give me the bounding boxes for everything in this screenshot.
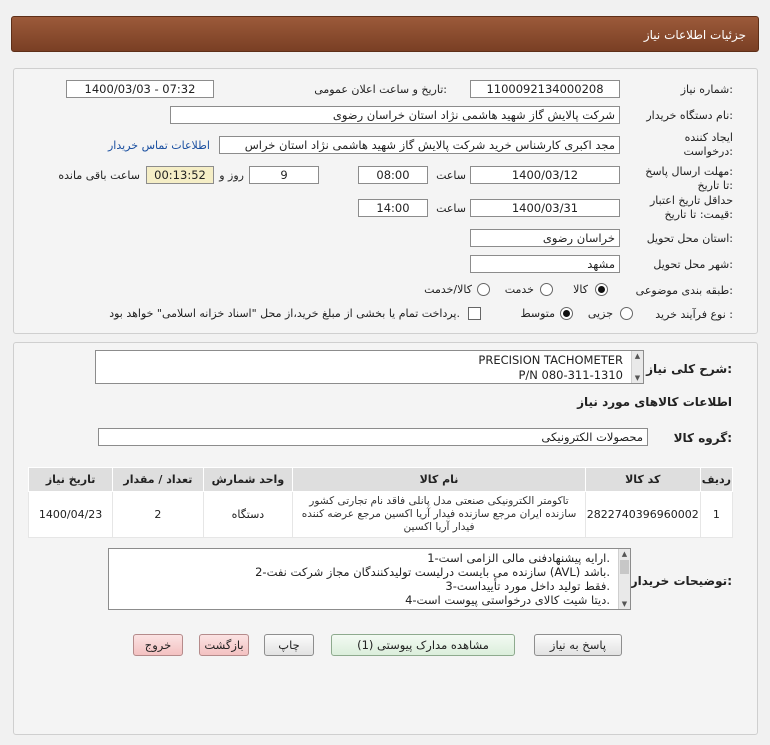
category-label: طبقه بندی موضوعی: xyxy=(635,284,733,297)
items-table xyxy=(28,467,733,538)
category-goods-service-label: کالا/خدمت xyxy=(424,283,472,296)
buyer-org-label: نام دستگاه خریدار: xyxy=(646,109,733,122)
scroll-thumb[interactable] xyxy=(620,560,629,574)
scroll-up-icon[interactable]: ▲ xyxy=(621,550,628,558)
deadline-label-2: تا تاریخ: xyxy=(697,179,733,192)
col-unit: واحد شمارش xyxy=(203,468,293,492)
cell-code: 2822740396960002 xyxy=(585,492,700,538)
reply-button[interactable]: پاسخ به نیاز xyxy=(534,634,622,656)
announce-field[interactable]: 1400/03/03 - 07:32 xyxy=(66,80,214,98)
treasury-payment-text: پرداخت تمام یا بخشی از مبلغ خرید،از محل "اسناد خزانه اسلامی" خواهد بود. xyxy=(109,307,460,320)
process-label: نوع فرآیند خرید : xyxy=(655,308,733,321)
remaining-label: ساعت باقی مانده xyxy=(58,169,140,182)
scroll-up-icon[interactable]: ▲ xyxy=(634,352,641,360)
page-header xyxy=(11,16,759,52)
process-medium-label: متوسط xyxy=(520,307,555,320)
category-goods-label: کالا xyxy=(573,283,588,296)
goods-group-label: گروه کالا: xyxy=(673,431,732,445)
deadline-label-1: مهلت ارسال پاسخ: xyxy=(645,165,733,178)
cell-need-date: 1400/04/23 xyxy=(29,492,113,538)
category-goods-service-radio[interactable] xyxy=(477,283,490,296)
col-code: کد کالا xyxy=(585,468,700,492)
deadline-time-field[interactable]: 08:00 xyxy=(358,166,428,184)
days-label: روز و xyxy=(219,169,244,182)
city-label: شهر محل تحویل: xyxy=(653,258,733,271)
need-number-field[interactable]: 1100092134000208 xyxy=(470,80,620,98)
scroll-down-icon[interactable]: ▼ xyxy=(621,600,628,608)
cell-name: تاکومتر الکترونیکی صنعتی مدل پانلی فاقد نام تجارتی کشور سازنده ایران مرجع سازنده فیدار آریا اکسین مرجع عرضه کننده فیدار آریا اکسین xyxy=(293,492,586,538)
buyer-contact-link[interactable]: اطلاعات تماس خریدار xyxy=(108,139,210,152)
cell-qty: 2 xyxy=(113,492,203,538)
validity-date-field[interactable]: 1400/03/31 xyxy=(470,199,620,217)
buyer-org-field[interactable]: شرکت پالایش گاز شهید هاشمی نژاد استان خراسان رضوی xyxy=(170,106,620,124)
process-minor-radio[interactable] xyxy=(620,307,633,320)
view-attachments-button[interactable]: مشاهده مدارک پیوستی (1) xyxy=(331,634,515,656)
note-line-1: 1-ارایه پیشنهادفنی مالی الزامی است. xyxy=(427,551,610,565)
note-line-3: 3-فقط تولید داخل مورد تأییداست. xyxy=(445,579,610,593)
summary-label: شرح کلی نیاز: xyxy=(646,362,732,376)
validity-label-1: حداقل تاریخ اعتبار xyxy=(649,194,733,207)
page-title: جزئیات اطلاعات نیاز xyxy=(643,28,746,42)
validity-label-2: قیمت: تا تاریخ: xyxy=(664,208,733,221)
province-label: استان محل تحویل: xyxy=(646,232,733,245)
col-need-date: تاریخ نیاز xyxy=(29,468,113,492)
province-field[interactable]: خراسان رضوی xyxy=(470,229,620,247)
notes-label: توضیحات خریدار: xyxy=(630,574,732,588)
days-field[interactable]: 9 xyxy=(249,166,319,184)
notes-textarea[interactable] xyxy=(108,548,631,610)
exit-button[interactable]: خروج xyxy=(133,634,183,656)
col-name: نام کالا xyxy=(293,468,586,492)
process-medium-radio[interactable] xyxy=(560,307,573,320)
note-line-2: 2-سازنده می بایست درلیست تولیدکنندگان مجاز شرکت نفت (AVL) باشد. xyxy=(255,565,610,579)
scroll-down-icon[interactable]: ▼ xyxy=(634,374,641,382)
cell-index: 1 xyxy=(700,492,732,538)
deadline-date-field[interactable]: 1400/03/12 xyxy=(470,166,620,184)
announce-label: تاریخ و ساعت اعلان عمومی: xyxy=(314,83,447,96)
validity-time-field[interactable]: 14:00 xyxy=(358,199,428,217)
deadline-time-label: ساعت xyxy=(436,169,466,182)
cell-unit: دستگاه xyxy=(203,492,293,538)
summary-textarea[interactable] xyxy=(95,350,644,384)
creator-label-2: درخواست: xyxy=(683,145,733,158)
goods-group-field[interactable]: محصولات الکترونیکی xyxy=(98,428,648,446)
city-field[interactable]: مشهد xyxy=(470,255,620,273)
category-service-label: خدمت xyxy=(504,283,534,296)
need-number-label: شماره نیاز: xyxy=(680,83,733,96)
goods-section-title: اطلاعات کالاهای مورد نیاز xyxy=(577,395,732,409)
treasury-payment-checkbox[interactable] xyxy=(468,307,481,320)
summary-line-2: P/N 080-311-1310 xyxy=(518,368,623,382)
creator-label-1: ایجاد کننده xyxy=(684,131,733,144)
remaining-time-field: 00:13:52 xyxy=(146,166,214,184)
col-index: ردیف xyxy=(700,468,732,492)
col-qty: تعداد / مقدار xyxy=(113,468,203,492)
creator-field[interactable]: مجد اکبری کارشناس خرید شرکت پالایش گاز شهید هاشمی نژاد استان خراس xyxy=(219,136,620,154)
print-button[interactable]: چاپ xyxy=(264,634,314,656)
note-line-4: 4-دیتا شیت کالای درخواستی پیوست است. xyxy=(405,593,610,607)
category-service-radio[interactable] xyxy=(540,283,553,296)
notes-scrollbar[interactable] xyxy=(618,549,630,609)
table-row[interactable] xyxy=(29,492,733,538)
summary-scrollbar[interactable] xyxy=(631,351,643,383)
validity-time-label: ساعت xyxy=(436,202,466,215)
process-minor-label: جزیی xyxy=(587,307,613,320)
category-goods-radio[interactable] xyxy=(595,283,608,296)
summary-line-1: PRECISION TACHOMETER xyxy=(478,353,623,367)
back-button[interactable]: بازگشت xyxy=(199,634,249,656)
